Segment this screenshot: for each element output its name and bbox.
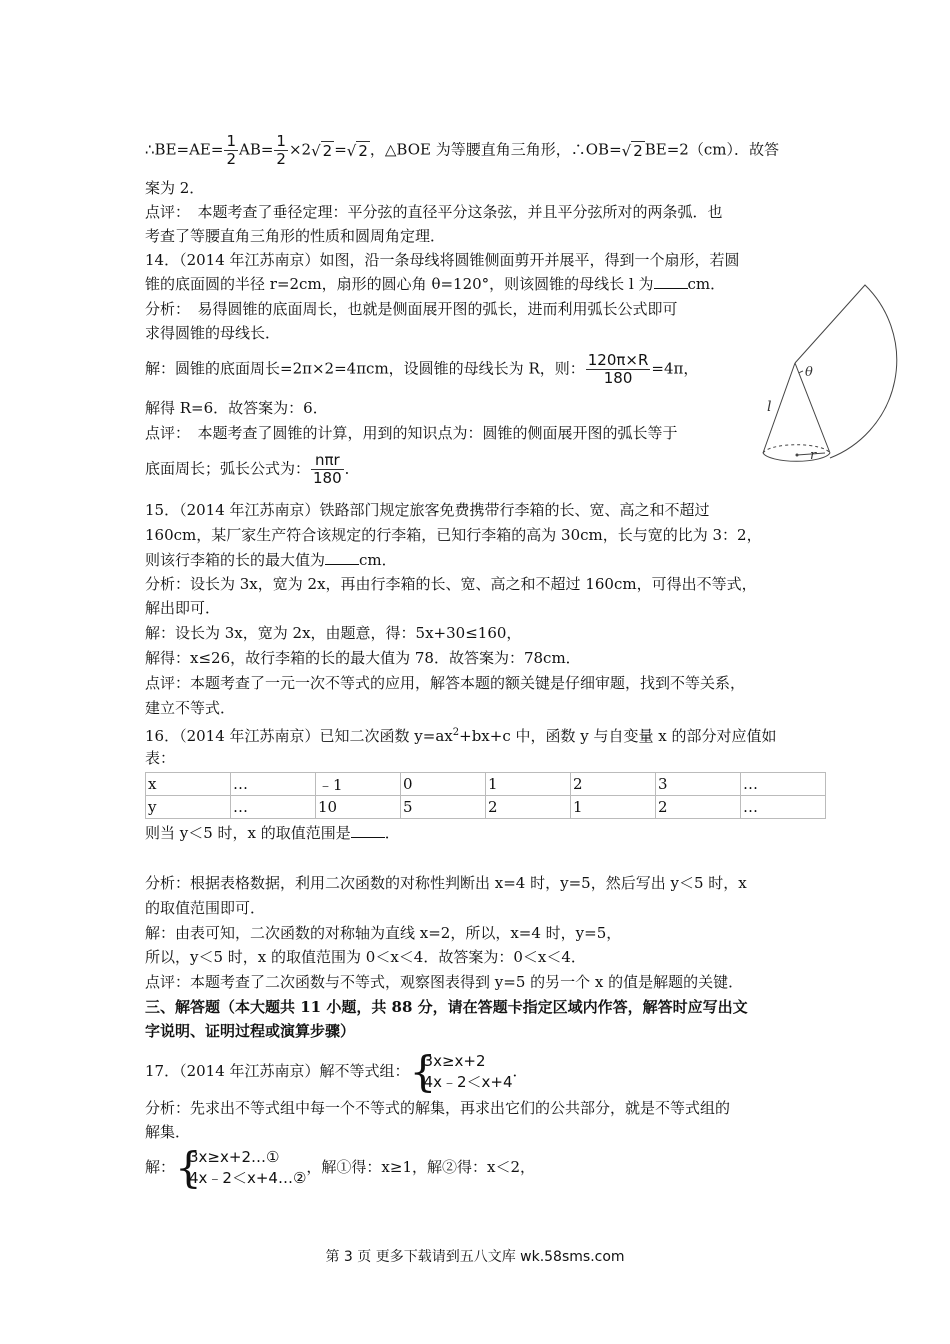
fraction-arc	[586, 352, 651, 387]
superscript: 2	[452, 727, 460, 738]
fraction-arc-formula	[311, 452, 344, 487]
text: BE=2（cm）．故答	[644, 140, 779, 159]
table-cell: 2	[486, 796, 571, 819]
table-cell: ﹣1	[316, 773, 401, 796]
q14-stem1: 14．（2014 年江苏南京）如图，沿一条母线将圆锥侧面剪开并展平，得到一个扇形，若圆	[145, 251, 740, 269]
sqrt: √ 2	[621, 141, 643, 160]
fraction-half	[224, 133, 238, 168]
q15-analysis2: 解出即可．	[145, 599, 221, 617]
answer-blank	[351, 823, 385, 838]
section3-heading2: 字说明、证明过程或演算步骤）	[145, 1022, 356, 1040]
inequality-2: 4x﹣2＜x+4	[423, 1073, 513, 1091]
text: ，△BOE 为等腰直角三角形，∴OB=	[369, 140, 622, 159]
q16-sol1: 解：由表可知，二次函数的对称轴为直线 x=2，所以，x=4 时，y=5，	[145, 924, 622, 942]
q14-sol2: 解得 R=6．故答案为：6．	[145, 399, 328, 417]
r-label: r	[810, 448, 817, 463]
cone-sector-figure	[755, 283, 915, 473]
brace: {	[175, 1143, 202, 1192]
inequality-system-numbered	[175, 1143, 307, 1192]
l-label: l	[767, 399, 772, 415]
table-cell: …	[741, 796, 826, 819]
answer-blank	[325, 550, 359, 565]
table-cell: …	[741, 773, 826, 796]
q14-review2	[145, 452, 360, 487]
radicand: 2	[358, 141, 368, 160]
text: ．	[384, 824, 400, 842]
inequality-system	[409, 1047, 513, 1096]
q15-review2: 建立不等式．	[145, 699, 236, 717]
fraction-half	[274, 133, 288, 168]
table-cell: 2	[656, 796, 741, 819]
q14-stem2	[145, 273, 725, 295]
cone-sides	[763, 363, 830, 453]
text: 解：	[145, 1158, 176, 1176]
frac-num: 120π×R	[587, 351, 649, 369]
text: 则该行李箱的长的最大值为	[145, 551, 326, 569]
q13-review2: 考查了等腰直角三角形的性质和圆周角定理．	[145, 227, 446, 245]
table-cell: 0	[401, 773, 486, 796]
table-cell: …	[231, 796, 316, 819]
text: cm．	[687, 275, 726, 293]
theta-label: θ	[805, 365, 813, 380]
q13-review1: 点评： 本题考查了垂径定理：平分弦的直径平分这条弦，并且平分弦所对的两条弧．也	[145, 203, 723, 221]
sqrt: √ 2	[311, 141, 333, 160]
base-back	[763, 445, 830, 453]
q14-analysis1: 分析： 易得圆锥的底面周长，也就是侧面展开图的弧长，进而利用弧长公式即可	[145, 300, 678, 318]
q17-analysis1: 分析：先求出不等式组中每一个不等式的解集，再求出它们的公共部分，就是不等式组的	[145, 1099, 731, 1117]
table-cell: 10	[316, 796, 401, 819]
table-cell: y	[146, 796, 231, 819]
table-cell: 1	[571, 796, 656, 819]
value-table	[145, 772, 826, 819]
q16-stem1	[145, 722, 777, 747]
text: ．	[512, 1062, 528, 1080]
q17-solution	[145, 1144, 535, 1190]
text: ∴BE=AE=	[145, 140, 224, 159]
q14-review1: 点评： 本题考查了圆锥的计算，用到的知识点为：圆锥的侧面展开图的弧长等于	[145, 424, 678, 442]
text: +bx+c 中，函数 y 与自变量 x 的部分对应值如	[459, 727, 777, 745]
frac-den: 180	[313, 469, 342, 487]
q16-review: 点评：本题考查了二次函数与不等式，观察图表得到 y=5 的另一个 x 的值是解题的关键．	[145, 973, 744, 991]
text: 解：圆锥的底面周长=2π×2=4πcm，设圆锥的母线长为 R，则：	[145, 359, 585, 378]
table-row-y	[146, 796, 826, 819]
table-row-x	[146, 773, 826, 796]
q17-stem	[145, 1048, 528, 1094]
q14-solution	[145, 352, 698, 387]
radicand: 2	[633, 141, 643, 160]
frac-den: 180	[603, 369, 633, 387]
q16-after	[145, 822, 400, 844]
q15-analysis1: 分析：设长为 3x，宽为 2x，再由行李箱的长、宽、高之和不超过 160cm，可得出不等式，	[145, 575, 757, 593]
text: =	[334, 140, 347, 159]
sqrt: √ 2	[346, 141, 368, 160]
table-cell: 5	[401, 796, 486, 819]
text: 锥的底面圆的半径 r=2cm，扇形的圆心角 θ=120°，则该圆锥的母线长 l 为	[145, 275, 654, 293]
text: =4π，	[651, 359, 699, 378]
text: AB=	[238, 140, 274, 159]
frac-num: 1	[226, 132, 236, 150]
q13-line2: 案为 2．	[145, 179, 205, 197]
radicand: 2	[322, 141, 333, 160]
q15-sol2: 解得：x≤26，故行李箱的长的最大值为 78．故答案为：78cm．	[145, 649, 581, 667]
text: ×2	[288, 140, 312, 159]
angle-arc	[799, 371, 803, 373]
frac-num: nπr	[311, 452, 344, 470]
q15-stem1: 15．（2014 年江苏南京）铁路部门规定旅客免费携带行李箱的长、宽、高之和不超过	[145, 501, 710, 519]
q15-stem2: 160cm，某厂家生产符合该规定的行李箱，已知行李箱的高为 30cm，长与宽的比为 3：2，	[145, 526, 762, 544]
text: 16．（2014 年江苏南京）已知二次函数 y=ax	[145, 727, 453, 745]
text: cm．	[359, 551, 397, 569]
q16-analysis1: 分析：根据表格数据，利用二次函数的对称性判断出 x=4 时，y=5，然后写出 y＜5 时，x	[145, 874, 747, 892]
inequality-1: 3x≥x+2	[423, 1052, 486, 1070]
q16-sol2: 所以，y＜5 时，x 的取值范围为 0＜x＜4．故答案为：0＜x＜4．	[145, 948, 586, 966]
frac-num: 1	[276, 132, 286, 150]
table-cell: 3	[656, 773, 741, 796]
q15-sol1: 解：设长为 3x，宽为 2x，由题意，得：5x+30≤160，	[145, 624, 522, 642]
text: 底面周长；弧长公式为：	[145, 459, 311, 478]
q16-analysis2: 的取值范围即可．	[145, 899, 266, 917]
table-cell: 2	[571, 773, 656, 796]
text: 17．（2014 年江苏南京）解不等式组：	[145, 1062, 410, 1080]
q14-analysis2: 求得圆锥的母线长．	[145, 324, 281, 342]
inequality-2: 4x﹣2＜x+4…②	[189, 1169, 307, 1187]
text: ，解①得：x≥1，解②得：x＜2，	[306, 1158, 535, 1176]
q13-line1	[145, 133, 779, 168]
text: 则当 y＜5 时，x 的取值范围是	[145, 824, 351, 842]
q15-stem3	[145, 549, 397, 571]
brace: {	[409, 1047, 437, 1096]
q17-analysis2: 解集．	[145, 1123, 191, 1141]
table-cell: 1	[486, 773, 571, 796]
base-center	[796, 454, 799, 457]
frac-den: 2	[226, 150, 236, 168]
text: ．	[344, 459, 360, 478]
q16-stem2: 表：	[145, 749, 176, 767]
table-cell: …	[231, 773, 316, 796]
frac-den: 2	[276, 150, 286, 168]
answer-blank	[654, 274, 688, 289]
page-footer: 第 3 页 更多下载请到五八文库 wk.58sms.com	[325, 1249, 625, 1265]
table-cell: x	[146, 773, 231, 796]
q15-review1: 点评：本题考查了一元一次不等式的应用，解答本题的额关键是仔细审题，找到不等关系，	[145, 674, 746, 692]
inequality-1: 3x≥x+2…①	[189, 1148, 280, 1166]
section3-heading1: 三、解答题（本大题共 11 小题，共 88 分，请在答题卡指定区域内作答，解答时应写出文	[145, 998, 748, 1016]
